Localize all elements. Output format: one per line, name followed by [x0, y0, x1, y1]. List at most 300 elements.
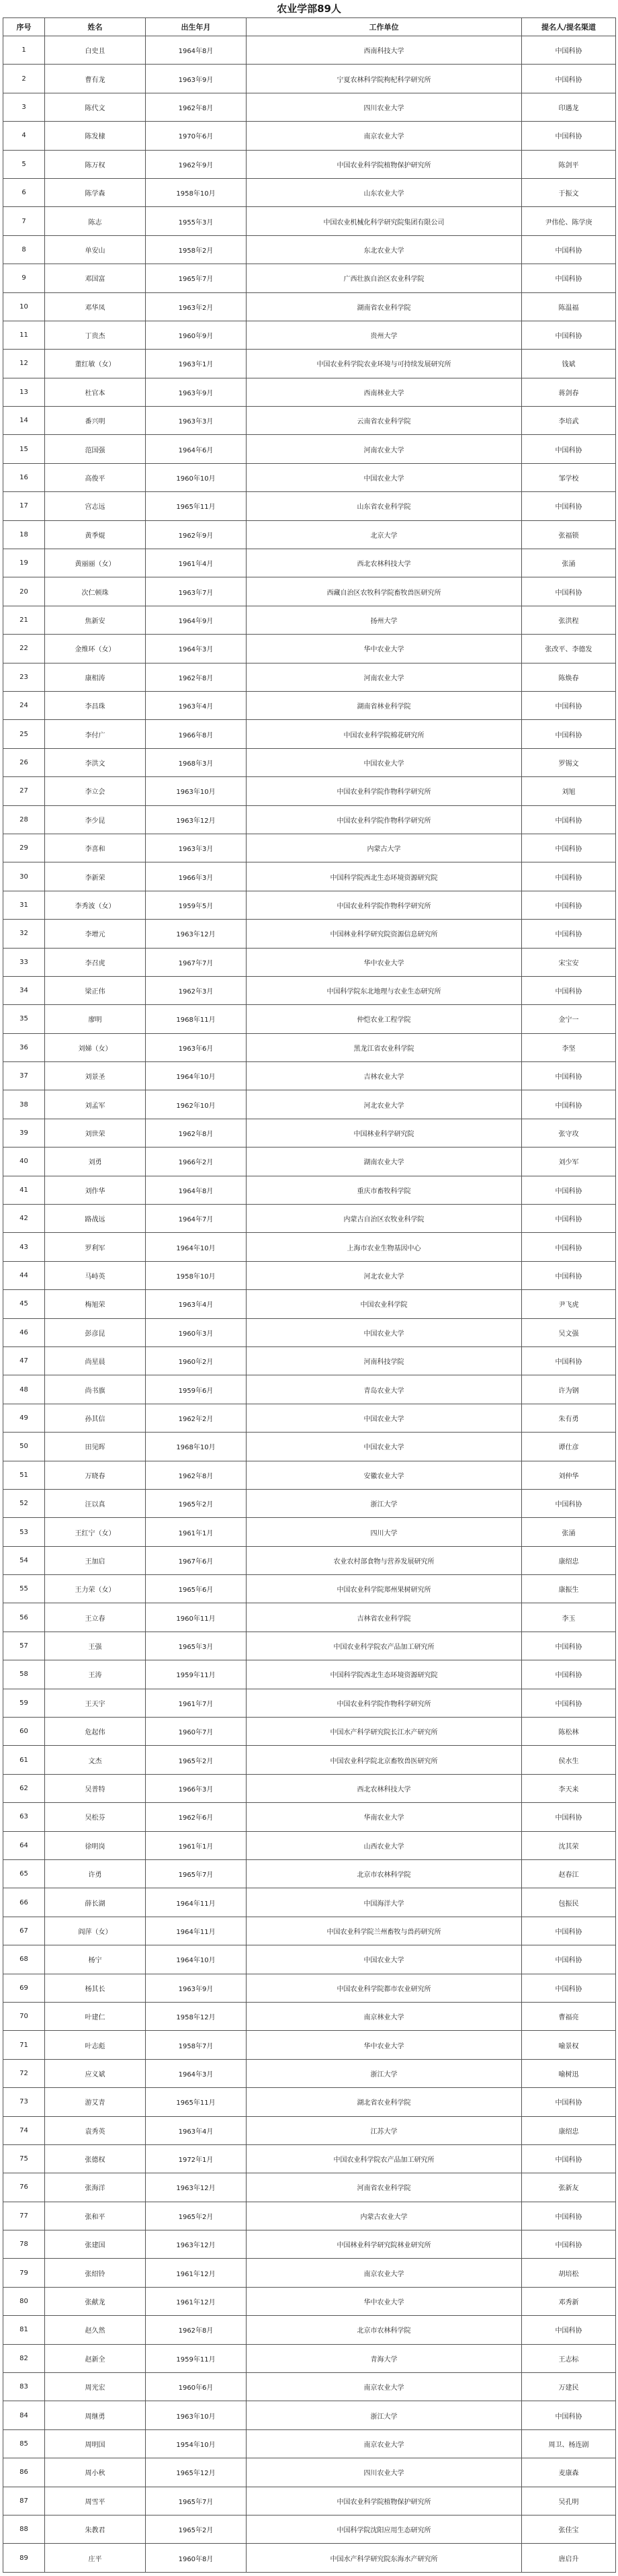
- row-birth: 1964年8月: [146, 1176, 247, 1204]
- row-name: 陈学森: [45, 178, 146, 206]
- table-row: [3, 520, 616, 549]
- header-nominator: 提名人/提名渠道: [522, 18, 616, 36]
- row-employer: 中国水产科学研究院东海水产研究所: [247, 2544, 522, 2572]
- table-row: [3, 1375, 616, 1404]
- row-nominator: 中国科协: [522, 720, 616, 748]
- row-name: 马峙英: [45, 1261, 146, 1289]
- row-name: 黄季焜: [45, 520, 146, 549]
- row-nominator: 中国科协: [522, 1974, 616, 2002]
- row-index: 10: [3, 292, 45, 321]
- row-name: 李付广: [45, 720, 146, 748]
- table-row: [3, 2059, 616, 2087]
- row-employer: 仲恺农业工程学院: [247, 1005, 522, 1033]
- row-employer: 中国农业科学院农业环境与可持续发展研究所: [247, 350, 522, 378]
- table-row: [3, 1261, 616, 1289]
- row-nominator: 刘旭: [522, 777, 616, 805]
- row-nominator: 于振文: [522, 178, 616, 206]
- row-index: 75: [3, 2144, 45, 2173]
- row-nominator: 朱有勇: [522, 1404, 616, 1432]
- row-employer: 北京市农林科学院: [247, 2316, 522, 2344]
- row-index: 62: [3, 1774, 45, 1802]
- table-row: [3, 1603, 616, 1632]
- table-header-row: [3, 18, 616, 36]
- row-birth: 1961年4月: [146, 549, 247, 577]
- row-name: 番兴明: [45, 407, 146, 435]
- row-employer: 黑龙江省农业科学院: [247, 1033, 522, 1061]
- row-birth: 1966年3月: [146, 862, 247, 891]
- table-row: [3, 1888, 616, 1917]
- table-row: [3, 1746, 616, 1774]
- row-birth: 1963年9月: [146, 1974, 247, 2002]
- table-row: [3, 2487, 616, 2515]
- table-row: [3, 2116, 616, 2144]
- row-birth: 1963年10月: [146, 777, 247, 805]
- row-employer: 内蒙古农业大学: [247, 2202, 522, 2230]
- table-row: [3, 1917, 616, 1945]
- row-employer: 南京农业大学: [247, 2259, 522, 2287]
- row-nominator: 张福锁: [522, 520, 616, 549]
- row-nominator: 包振民: [522, 1888, 616, 1917]
- row-index: 87: [3, 2487, 45, 2515]
- row-employer: 中国农业科学院作物科学研究所: [247, 1689, 522, 1717]
- row-name: 曹有龙: [45, 65, 146, 93]
- table-row: [3, 1346, 616, 1375]
- row-index: 46: [3, 1318, 45, 1346]
- row-index: 74: [3, 2116, 45, 2144]
- row-birth: 1967年6月: [146, 1546, 247, 1574]
- row-index: 38: [3, 1090, 45, 1119]
- row-index: 32: [3, 920, 45, 948]
- row-nominator: 中国科协: [522, 805, 616, 834]
- table-row: [3, 1404, 616, 1432]
- row-name: 康相涛: [45, 663, 146, 691]
- row-index: 11: [3, 321, 45, 349]
- row-employer: 西南科技大学: [247, 36, 522, 65]
- row-index: 77: [3, 2202, 45, 2230]
- row-employer: 中国农业科学院北京畜牧兽医研究所: [247, 1746, 522, 1774]
- row-name: 白史且: [45, 36, 146, 65]
- table-body: [3, 36, 616, 2573]
- table-row: [3, 1290, 616, 1318]
- row-birth: 1966年8月: [146, 720, 247, 748]
- row-name: 李昌珠: [45, 691, 146, 719]
- row-nominator: 谭仕彦: [522, 1433, 616, 1461]
- row-index: 28: [3, 805, 45, 834]
- row-birth: 1963年10月: [146, 2401, 247, 2429]
- table-row: [3, 1974, 616, 2002]
- row-index: 8: [3, 235, 45, 264]
- row-index: 54: [3, 1546, 45, 1574]
- row-index: 57: [3, 1632, 45, 1660]
- row-nominator: 中国科协: [522, 1261, 616, 1289]
- row-employer: 河北农业大学: [247, 1090, 522, 1119]
- row-name: 文杰: [45, 1746, 146, 1774]
- row-index: 73: [3, 2088, 45, 2116]
- row-employer: 中国农业科学院作物科学研究所: [247, 805, 522, 834]
- row-index: 89: [3, 2544, 45, 2572]
- row-index: 59: [3, 1689, 45, 1717]
- row-employer: 青海大学: [247, 2344, 522, 2372]
- row-nominator: 康振生: [522, 1575, 616, 1603]
- table-row: [3, 292, 616, 321]
- row-birth: 1965年3月: [146, 1632, 247, 1660]
- row-nominator: 中国科协: [522, 1205, 616, 1233]
- row-name: 陈志: [45, 207, 146, 235]
- row-employer: 南京林业大学: [247, 2002, 522, 2030]
- row-employer: 中国农业科学院郑州果树研究所: [247, 1575, 522, 1603]
- row-birth: 1954年10月: [146, 2429, 247, 2458]
- row-employer: 中国农业科学院农产品加工研究所: [247, 1632, 522, 1660]
- row-employer: 华中农业大学: [247, 2031, 522, 2059]
- table-row: [3, 1461, 616, 1489]
- row-name: 范国强: [45, 435, 146, 463]
- row-index: 51: [3, 1461, 45, 1489]
- row-employer: 湖南省农业科学院: [247, 292, 522, 321]
- row-employer: 四川农业大学: [247, 2458, 522, 2487]
- header-index: 序号: [3, 18, 45, 36]
- row-nominator: 陈温福: [522, 292, 616, 321]
- row-employer: 浙江大学: [247, 1489, 522, 1517]
- row-index: 80: [3, 2287, 45, 2315]
- row-nominator: 中国科协: [522, 264, 616, 292]
- table-row: [3, 2287, 616, 2315]
- table-row: [3, 891, 616, 919]
- row-index: 82: [3, 2344, 45, 2372]
- table-row: [3, 920, 616, 948]
- row-birth: 1972年1月: [146, 2144, 247, 2173]
- table-row: [3, 2173, 616, 2202]
- row-nominator: 中国科协: [522, 2202, 616, 2230]
- row-name: 次仁顿珠: [45, 577, 146, 606]
- row-employer: 贵州大学: [247, 321, 522, 349]
- row-index: 50: [3, 1433, 45, 1461]
- row-index: 22: [3, 635, 45, 663]
- row-employer: 中国科学院西北生态环境资源研究院: [247, 1660, 522, 1689]
- row-name: 游艾青: [45, 2088, 146, 2116]
- row-birth: 1965年11月: [146, 492, 247, 520]
- row-index: 3: [3, 93, 45, 121]
- table-row: [3, 2144, 616, 2173]
- row-index: 86: [3, 2458, 45, 2487]
- row-employer: 河北农业大学: [247, 1261, 522, 1289]
- row-index: 14: [3, 407, 45, 435]
- row-birth: 1962年3月: [146, 976, 247, 1004]
- row-nominator: 印遇龙: [522, 93, 616, 121]
- row-name: 王立春: [45, 1603, 146, 1632]
- table-row: [3, 463, 616, 491]
- row-nominator: 喻景权: [522, 2031, 616, 2059]
- row-name: 孙其信: [45, 1404, 146, 1432]
- row-employer: 西藏自治区农牧科学院畜牧兽医研究所: [247, 577, 522, 606]
- row-birth: 1958年2月: [146, 235, 247, 264]
- row-employer: 中国农业科学院: [247, 1290, 522, 1318]
- row-nominator: 中国科协: [522, 1233, 616, 1261]
- row-birth: 1960年6月: [146, 2373, 247, 2401]
- row-employer: 四川农业大学: [247, 93, 522, 121]
- row-employer: 南京农业大学: [247, 2429, 522, 2458]
- row-nominator: 中国科协: [522, 2144, 616, 2173]
- row-name: 刘作华: [45, 1176, 146, 1204]
- row-birth: 1960年8月: [146, 2544, 247, 2572]
- table-row: [3, 2002, 616, 2030]
- table-row: [3, 1119, 616, 1147]
- row-index: 49: [3, 1404, 45, 1432]
- row-birth: 1958年10月: [146, 1261, 247, 1289]
- row-birth: 1959年11月: [146, 2344, 247, 2372]
- row-index: 1: [3, 36, 45, 65]
- row-birth: 1960年11月: [146, 1603, 247, 1632]
- row-birth: 1965年2月: [146, 1489, 247, 1517]
- row-index: 72: [3, 2059, 45, 2087]
- row-nominator: 吴孔明: [522, 2487, 616, 2515]
- row-name: 王强: [45, 1632, 146, 1660]
- table-row: [3, 2373, 616, 2401]
- row-index: 71: [3, 2031, 45, 2059]
- table-row: [3, 2458, 616, 2487]
- row-index: 84: [3, 2401, 45, 2429]
- row-index: 9: [3, 264, 45, 292]
- table-row: [3, 1831, 616, 1859]
- row-nominator: 侯水生: [522, 1746, 616, 1774]
- row-birth: 1964年9月: [146, 606, 247, 634]
- row-employer: 中国农业科学院植物保护研究所: [247, 2487, 522, 2515]
- row-employer: 南京农业大学: [247, 2373, 522, 2401]
- row-index: 76: [3, 2173, 45, 2202]
- row-employer: 西北农林科技大学: [247, 1774, 522, 1802]
- row-birth: 1967年7月: [146, 948, 247, 976]
- row-index: 20: [3, 577, 45, 606]
- row-nominator: 陈焕春: [522, 663, 616, 691]
- row-birth: 1968年3月: [146, 748, 247, 776]
- row-employer: 中国科学院西北生态环境资源研究院: [247, 862, 522, 891]
- row-employer: 中国水产科学研究院长江水产研究所: [247, 1718, 522, 1746]
- row-nominator: 陈剑平: [522, 150, 616, 178]
- table-row: [3, 207, 616, 235]
- row-nominator: 张改平、李德发: [522, 635, 616, 663]
- row-birth: 1962年8月: [146, 93, 247, 121]
- table-row: [3, 777, 616, 805]
- row-index: 83: [3, 2373, 45, 2401]
- row-employer: 北京市农林科学院: [247, 1860, 522, 1888]
- row-employer: 华中农业大学: [247, 635, 522, 663]
- row-name: 焦新安: [45, 606, 146, 634]
- table-row: [3, 1318, 616, 1346]
- table-row: [3, 1090, 616, 1119]
- row-birth: 1958年12月: [146, 2002, 247, 2030]
- row-index: 2: [3, 65, 45, 93]
- row-birth: 1965年6月: [146, 1575, 247, 1603]
- row-index: 70: [3, 2002, 45, 2030]
- row-index: 42: [3, 1205, 45, 1233]
- row-birth: 1964年10月: [146, 1062, 247, 1090]
- table-row: [3, 65, 616, 93]
- table-row: [3, 435, 616, 463]
- page-title: 农业学部89人: [277, 3, 341, 15]
- row-name: 李立会: [45, 777, 146, 805]
- table-row: [3, 36, 616, 65]
- row-employer: 安徽农业大学: [247, 1461, 522, 1489]
- row-name: 刘孟军: [45, 1090, 146, 1119]
- row-nominator: 中国科协: [522, 1803, 616, 1831]
- row-index: 48: [3, 1375, 45, 1404]
- row-employer: 中国农业大学: [247, 748, 522, 776]
- row-employer: 中国科学院东北地理与农业生态研究所: [247, 976, 522, 1004]
- row-nominator: 李天来: [522, 1774, 616, 1802]
- row-name: 李洪文: [45, 748, 146, 776]
- row-nominator: 中国科协: [522, 1945, 616, 1974]
- row-employer: 中国林业科学研究院: [247, 1119, 522, 1147]
- row-employer: 山西农业大学: [247, 1831, 522, 1859]
- row-birth: 1964年8月: [146, 36, 247, 65]
- table-row: [3, 862, 616, 891]
- row-employer: 内蒙古大学: [247, 834, 522, 862]
- row-employer: 西南林业大学: [247, 378, 522, 406]
- row-employer: 中国农业大学: [247, 1433, 522, 1461]
- row-index: 35: [3, 1005, 45, 1033]
- table-row: [3, 2316, 616, 2344]
- row-index: 44: [3, 1261, 45, 1289]
- row-index: 29: [3, 834, 45, 862]
- table-row: [3, 720, 616, 748]
- row-employer: 中国农业科学院作物科学研究所: [247, 891, 522, 919]
- table-row: [3, 1489, 616, 1517]
- table-row: [3, 264, 616, 292]
- table-row: [3, 577, 616, 606]
- row-employer: 河南农业大学: [247, 663, 522, 691]
- row-name: 李秀波（女）: [45, 891, 146, 919]
- row-name: 陈发棣: [45, 122, 146, 150]
- row-birth: 1961年1月: [146, 1518, 247, 1546]
- table-row: [3, 1718, 616, 1746]
- row-name: 李喜和: [45, 834, 146, 862]
- table-row: [3, 1205, 616, 1233]
- row-name: 刘娣（女）: [45, 1033, 146, 1061]
- row-nominator: 万建民: [522, 2373, 616, 2401]
- row-birth: 1968年10月: [146, 1433, 247, 1461]
- row-nominator: 刘少军: [522, 1148, 616, 1176]
- row-nominator: 王志标: [522, 2344, 616, 2372]
- table-row: [3, 178, 616, 206]
- row-index: 36: [3, 1033, 45, 1061]
- row-name: 陈代文: [45, 93, 146, 121]
- row-birth: 1965年7月: [146, 1860, 247, 1888]
- row-index: 25: [3, 720, 45, 748]
- row-birth: 1964年6月: [146, 435, 247, 463]
- row-employer: 吉林省农业科学院: [247, 1603, 522, 1632]
- row-name: 周光宏: [45, 2373, 146, 2401]
- row-nominator: 张新友: [522, 2173, 616, 2202]
- row-name: 叶志彪: [45, 2031, 146, 2059]
- table-row: [3, 93, 616, 121]
- row-index: 7: [3, 207, 45, 235]
- row-employer: 湖北省农业科学院: [247, 2088, 522, 2116]
- row-birth: 1963年9月: [146, 378, 247, 406]
- row-employer: 宁夏农林科学院枸杞科学研究所: [247, 65, 522, 93]
- row-birth: 1960年3月: [146, 1318, 247, 1346]
- row-nominator: 中国科协: [522, 2230, 616, 2259]
- row-employer: 中国林业科学研究院资源信息研究所: [247, 920, 522, 948]
- row-name: 万晓春: [45, 1461, 146, 1489]
- row-index: 56: [3, 1603, 45, 1632]
- row-employer: 浙江大学: [247, 2059, 522, 2087]
- row-birth: 1962年2月: [146, 1404, 247, 1432]
- row-name: 朱教君: [45, 2515, 146, 2543]
- row-employer: 内蒙古自治区农牧业科学院: [247, 1205, 522, 1233]
- table-row: [3, 1033, 616, 1061]
- row-name: 尚书旗: [45, 1375, 146, 1404]
- row-index: 66: [3, 1888, 45, 1917]
- row-name: 周继勇: [45, 2401, 146, 2429]
- row-birth: 1959年6月: [146, 1375, 247, 1404]
- row-birth: 1965年2月: [146, 2515, 247, 2543]
- row-name: 黄丽丽（女）: [45, 549, 146, 577]
- row-name: 彭彦昆: [45, 1318, 146, 1346]
- row-employer: 北京大学: [247, 520, 522, 549]
- row-birth: 1968年11月: [146, 1005, 247, 1033]
- table-row: [3, 378, 616, 406]
- table-row: [3, 2429, 616, 2458]
- row-nominator: 李坚: [522, 1033, 616, 1061]
- row-birth: 1965年7月: [146, 2487, 247, 2515]
- row-index: 26: [3, 748, 45, 776]
- row-employer: 上海市农业生物基因中心: [247, 1233, 522, 1261]
- row-employer: 中国农业科学院植物保护研究所: [247, 150, 522, 178]
- table-row: [3, 1575, 616, 1603]
- row-birth: 1963年12月: [146, 920, 247, 948]
- row-birth: 1959年11月: [146, 1660, 247, 1689]
- row-nominator: 尹飞虎: [522, 1290, 616, 1318]
- row-employer: 中国科学院沈阳应用生态研究所: [247, 2515, 522, 2543]
- row-nominator: 张洪程: [522, 606, 616, 634]
- row-employer: 中国海洋大学: [247, 1888, 522, 1917]
- row-birth: 1964年10月: [146, 1945, 247, 1974]
- row-index: 79: [3, 2259, 45, 2287]
- row-birth: 1965年2月: [146, 1746, 247, 1774]
- row-employer: 中国农业大学: [247, 1404, 522, 1432]
- table-row: [3, 1176, 616, 1204]
- row-name: 宫志远: [45, 492, 146, 520]
- table-row: [3, 1546, 616, 1574]
- row-birth: 1960年10月: [146, 463, 247, 491]
- row-nominator: 中国科协: [522, 920, 616, 948]
- row-nominator: 中国科协: [522, 862, 616, 891]
- row-birth: 1962年8月: [146, 2316, 247, 2344]
- row-name: 薛长湖: [45, 1888, 146, 1917]
- row-index: 31: [3, 891, 45, 919]
- table-row: [3, 2088, 616, 2116]
- row-index: 15: [3, 435, 45, 463]
- row-name: 赵新全: [45, 2344, 146, 2372]
- row-name: 李召虎: [45, 948, 146, 976]
- row-nominator: 李培武: [522, 407, 616, 435]
- row-nominator: 沈其荣: [522, 1831, 616, 1859]
- table-row: [3, 2259, 616, 2287]
- row-employer: 中国农业科学院兰州畜牧与兽药研究所: [247, 1917, 522, 1945]
- row-name: 危起伟: [45, 1718, 146, 1746]
- row-name: 王力荣（女）: [45, 1575, 146, 1603]
- row-nominator: 赵春江: [522, 1860, 616, 1888]
- row-nominator: 中国科协: [522, 1062, 616, 1090]
- row-index: 43: [3, 1233, 45, 1261]
- row-nominator: 张涌: [522, 1518, 616, 1546]
- row-birth: 1964年3月: [146, 2059, 247, 2087]
- row-birth: 1961年7月: [146, 1689, 247, 1717]
- table-row: [3, 2344, 616, 2372]
- table-row: [3, 1774, 616, 1802]
- row-nominator: 中国科协: [522, 492, 616, 520]
- row-name: 杜官本: [45, 378, 146, 406]
- row-nominator: 张涌: [522, 549, 616, 577]
